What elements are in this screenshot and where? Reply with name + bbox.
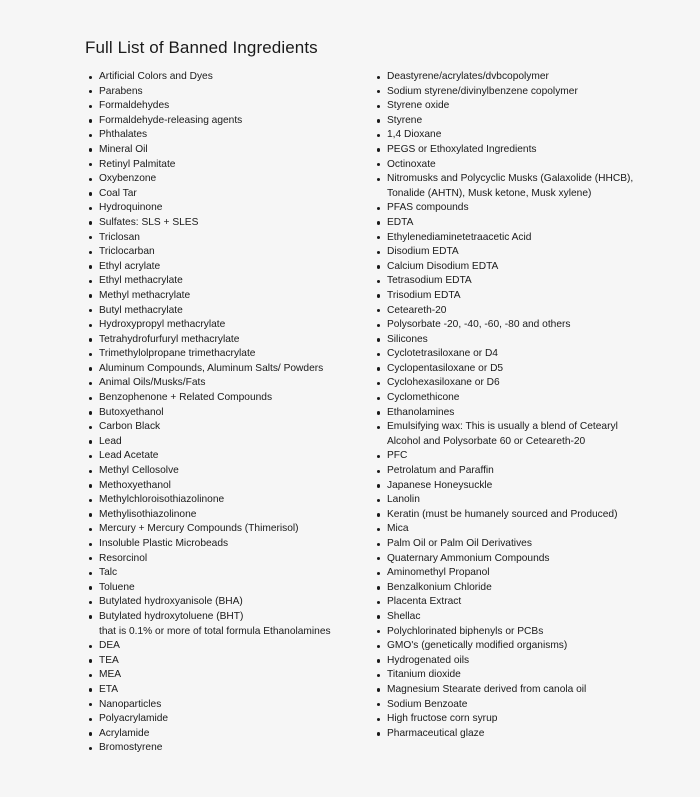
list-item: Styrene oxide: [377, 99, 637, 114]
list-item: 1,4 Dioxane: [377, 128, 637, 143]
list-item: Deastyrene/acrylates/dvbcopolymer: [377, 70, 637, 85]
list-item: Calcium Disodium EDTA: [377, 260, 637, 275]
list-item: Lead Acetate: [89, 449, 359, 464]
list-item: Japanese Honeysuckle: [377, 479, 637, 494]
list-item: Styrene: [377, 114, 637, 129]
list-item: Silicones: [377, 333, 637, 348]
list-item: Cyclohexasiloxane or D6: [377, 376, 637, 391]
list-item: PEGS or Ethoxylated Ingredients: [377, 143, 637, 158]
list-item: Toluene: [89, 581, 359, 596]
list-item: Sulfates: SLS + SLES: [89, 216, 359, 231]
list-item: Butylated hydroxyanisole (BHA): [89, 595, 359, 610]
list-item: Aluminum Compounds, Aluminum Salts/ Powders: [89, 362, 359, 377]
list-item: Polyacrylamide: [89, 712, 359, 727]
list-item: Benzophenone + Related Compounds: [89, 391, 359, 406]
list-item: Methoxyethanol: [89, 479, 359, 494]
list-item: Coal Tar: [89, 187, 359, 202]
list-item: DEA: [89, 639, 359, 654]
list-item: PFC: [377, 449, 637, 464]
list-item: Polychlorinated biphenyls or PCBs: [377, 625, 637, 640]
list-item: Aminomethyl Propanol: [377, 566, 637, 581]
list-item: Petrolatum and Paraffin: [377, 464, 637, 479]
list-item: Nanoparticles: [89, 698, 359, 713]
list-item: MEA: [89, 668, 359, 683]
list-item: Nitromusks and Polycyclic Musks (Galaxolide (HHCB), Tonalide (AHTN), Musk ketone, Musk xylene): [377, 172, 637, 201]
list-item: Cyclotetrasiloxane or D4: [377, 347, 637, 362]
list-item: Quaternary Ammonium Compounds: [377, 552, 637, 567]
list-item: Ethyl acrylate: [89, 260, 359, 275]
list-item: Pharmaceutical glaze: [377, 727, 637, 742]
list-item: Trimethylolpropane trimethacrylate: [89, 347, 359, 362]
list-item: Butylated hydroxytoluene (BHT) that is 0.1% or more of total formula Ethanolamines: [89, 610, 359, 639]
list-item: Mica: [377, 522, 637, 537]
list-item: Benzalkonium Chloride: [377, 581, 637, 596]
list-item: Methylchloroisothiazolinone: [89, 493, 359, 508]
list-item: Parabens: [89, 85, 359, 100]
list-item: Mercury + Mercury Compounds (Thimerisol): [89, 522, 359, 537]
list-item: Talc: [89, 566, 359, 581]
list-item: Oxybenzone: [89, 172, 359, 187]
list-item: Keratin (must be humanely sourced and Produced): [377, 508, 637, 523]
list-item: Formaldehydes: [89, 99, 359, 114]
list-item: Cyclomethicone: [377, 391, 637, 406]
list-item: Hydroquinone: [89, 201, 359, 216]
list-item: GMO's (genetically modified organisms): [377, 639, 637, 654]
list-item: Ethylenediaminetetraacetic Acid: [377, 231, 637, 246]
list-item: Placenta Extract: [377, 595, 637, 610]
list-item: Ethanolamines: [377, 406, 637, 421]
list-item: Butyl methacrylate: [89, 304, 359, 319]
list-item: Triclosan: [89, 231, 359, 246]
list-item: Palm Oil or Palm Oil Derivatives: [377, 537, 637, 552]
list-item: Formaldehyde-releasing agents: [89, 114, 359, 129]
list-item: Titanium dioxide: [377, 668, 637, 683]
page-title: Full List of Banned Ingredients: [85, 38, 318, 57]
list-item: Hydroxypropyl methacrylate: [89, 318, 359, 333]
list-item: Trisodium EDTA: [377, 289, 637, 304]
list-item: Insoluble Plastic Microbeads: [89, 537, 359, 552]
list-item: Animal Oils/Musks/Fats: [89, 376, 359, 391]
list-item: Octinoxate: [377, 158, 637, 173]
list-item: Bromostyrene: [89, 741, 359, 756]
list-item: Retinyl Palmitate: [89, 158, 359, 173]
list-item: PFAS compounds: [377, 201, 637, 216]
list-item: Phthalates: [89, 128, 359, 143]
list-item: EDTA: [377, 216, 637, 231]
list-item: Sodium Benzoate: [377, 698, 637, 713]
banned-ingredients-list-left: [89, 70, 359, 756]
list-item: Methyl methacrylate: [89, 289, 359, 304]
list-item: TEA: [89, 654, 359, 669]
list-item: Artificial Colors and Dyes: [89, 70, 359, 85]
list-item: Cyclopentasiloxane or D5: [377, 362, 637, 377]
list-item: Lead: [89, 435, 359, 450]
list-item: High fructose corn syrup: [377, 712, 637, 727]
list-item: Carbon Black: [89, 420, 359, 435]
list-item: Methyl Cellosolve: [89, 464, 359, 479]
list-item: Disodium EDTA: [377, 245, 637, 260]
list-item: Mineral Oil: [89, 143, 359, 158]
list-item: Resorcinol: [89, 552, 359, 567]
list-item: Magnesium Stearate derived from canola oil: [377, 683, 637, 698]
list-item: Acrylamide: [89, 727, 359, 742]
list-item: Emulsifying wax: This is usually a blend of Cetearyl Alcohol and Polysorbate 60 or Ceteareth-20: [377, 420, 637, 449]
list-item: Butoxyethanol: [89, 406, 359, 421]
list-item: Tetrasodium EDTA: [377, 274, 637, 289]
list-item: Triclocarban: [89, 245, 359, 260]
list-item: Methylisothiazolinone: [89, 508, 359, 523]
banned-ingredients-list-right: [377, 70, 637, 741]
list-item: Shellac: [377, 610, 637, 625]
list-item: Ceteareth-20: [377, 304, 637, 319]
list-item: Polysorbate -20, -40, -60, -80 and others: [377, 318, 637, 333]
list-item: Hydrogenated oils: [377, 654, 637, 669]
list-item: Sodium styrene/divinylbenzene copolymer: [377, 85, 637, 100]
list-item: Ethyl methacrylate: [89, 274, 359, 289]
list-item: ETA: [89, 683, 359, 698]
list-item: Tetrahydrofurfuryl methacrylate: [89, 333, 359, 348]
list-item: Lanolin: [377, 493, 637, 508]
